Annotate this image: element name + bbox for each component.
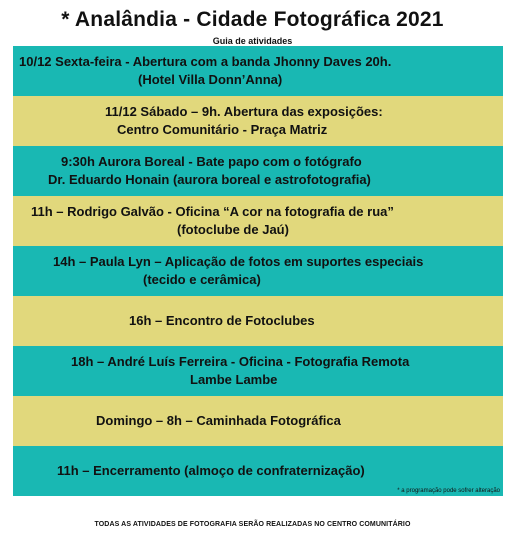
schedule-item — [13, 296, 503, 346]
schedule-item-line: (Hotel Villa Donn’Anna) — [138, 72, 283, 87]
schedule-item — [13, 396, 503, 446]
schedule-item-line: 11h – Rodrigo Galvão - Oficina “A cor na fotografia de rua” — [31, 204, 394, 219]
schedule-item-line: Dr. Eduardo Honain (aurora boreal e astrofotografia) — [48, 172, 371, 187]
schedule-item-line: Lambe Lambe — [190, 372, 278, 387]
schedule-item — [13, 146, 503, 196]
schedule-item-line: 16h – Encontro de Fotoclubes — [129, 313, 315, 328]
schedule-item — [13, 46, 503, 96]
schedule-item — [13, 446, 503, 496]
schedule-list — [13, 46, 503, 496]
schedule-item-line: 18h – André Luís Ferreira - Oficina - Fotografia Remota — [71, 354, 410, 369]
schedule-item-line: 11h – Encerramento (almoço de confraternização) — [57, 463, 365, 478]
schedule-item-line: (fotoclube de Jaú) — [177, 222, 289, 237]
schedule-item-line: 10/12 Sexta-feira - Abertura com a banda Jhonny Daves 20h. — [19, 54, 392, 69]
schedule-item-line: Centro Comunitário - Praça Matriz — [117, 122, 328, 137]
schedule-item — [13, 246, 503, 296]
schedule-item — [13, 96, 503, 146]
schedule-item-line: 11/12 Sábado – 9h. Abertura das exposições: — [105, 104, 383, 119]
schedule-item — [13, 196, 503, 246]
schedule-item-line: 14h – Paula Lyn – Aplicação de fotos em suportes especiais — [53, 254, 424, 269]
schedule-item-line: (tecido e cerâmica) — [143, 272, 261, 287]
schedule-item-line: 9:30h Aurora Boreal - Bate papo com o fotógrafo — [61, 154, 362, 169]
schedule-item-line: Domingo – 8h – Caminhada Fotográfica — [96, 413, 341, 428]
footer-notice: TODAS AS ATIVIDADES DE FOTOGRAFIA SERÃO REALIZADAS NO CENTRO COMUNITÁRIO — [94, 521, 411, 528]
schedule-item — [13, 346, 503, 396]
page-subtitle: Guia de atividades — [212, 36, 293, 46]
page-title: * Analândia - Cidade Fotográfica 2021 — [61, 8, 444, 31]
schedule-change-note: * a programação pode sofrer alteração — [397, 488, 500, 494]
